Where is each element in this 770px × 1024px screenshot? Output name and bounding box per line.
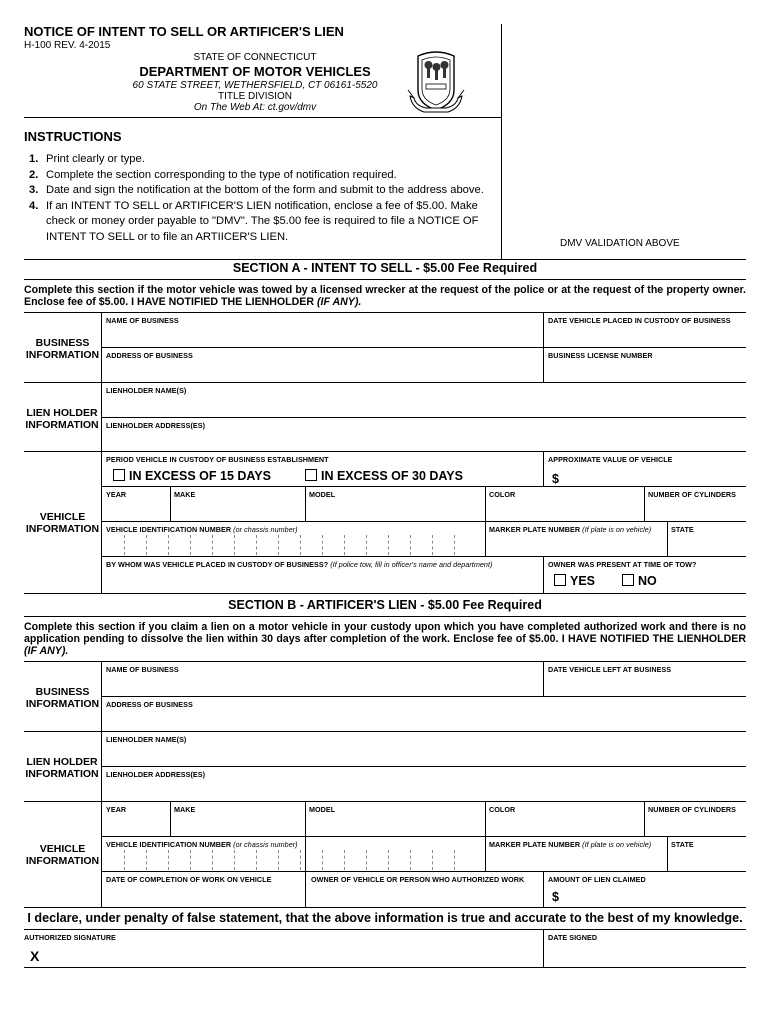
instruction-number: 3. [29,184,39,196]
name-of-business-label: NAME OF BUSINESS [106,316,179,325]
department-name: DEPARTMENT OF MOTOR VEHICLES [139,64,371,79]
instruction-text: Print clearly or type. [46,153,145,165]
excess-30-label: IN EXCESS OF 30 DAYS [321,469,463,483]
lienholder-addresses-label: LIENHOLDER ADDRESS(ES) [106,421,206,430]
cylinders-input[interactable] [645,815,745,835]
lienholder-addresses-input[interactable] [102,780,745,800]
section-a-title: SECTION A - INTENT TO SELL - $5.00 Fee Required [232,261,538,275]
by-whom-note: (If police tow, fill in officer's name and department) [330,560,493,569]
yes-checkbox[interactable] [554,574,595,588]
model-input[interactable] [306,500,484,520]
section-a-intro [24,284,746,308]
vin-label [106,840,298,849]
section-b-title: SECTION B - ARTIFICER'S LIEN - $5.00 Fee Required [228,598,542,612]
model-label: MODEL [309,805,336,814]
vin-label-text: VEHICLE IDENTIFICATION NUMBER [106,840,232,849]
section-a-intro-text: Complete this section if the motor vehicle was towed by a licensed wrecker at the request of the police or at the request of the property owner. Enclose fee of $5.00. I HAVE NOTIFIED THE LIENHOLDER [24,284,746,308]
lienholder-info-label: LIEN HOLDER INFORMATION [25,407,99,431]
lien-amount-input[interactable] [562,885,744,906]
agency-address: 60 STATE STREET, WETHERSFIELD, CT 06161-5520 [132,80,378,91]
state-name: STATE OF CONNECTICUT [193,52,317,63]
license-number-input[interactable] [544,361,745,381]
lienholder-info-label: LIEN HOLDER INFORMATION [25,756,99,780]
checkbox-icon [305,469,317,481]
signature-label: AUTHORIZED SIGNATURE [24,933,116,942]
checkbox-icon [113,469,125,481]
lien-amount-label: AMOUNT OF LIEN CLAIMED [548,875,646,884]
cylinders-label: NUMBER OF CYLINDERS [648,490,736,499]
section-b-intro-em: (IF ANY). [24,645,69,657]
make-label: MAKE [174,805,196,814]
model-input[interactable] [306,815,484,835]
agency-block [110,52,400,113]
checkbox-icon [622,574,634,586]
instruction-item [29,199,491,246]
make-label: MAKE [174,490,196,499]
completion-date-input[interactable] [102,885,304,906]
owner-authorized-label: OWNER OF VEHICLE OR PERSON WHO AUTHORIZED WORK [311,875,525,884]
owner-present-label: OWNER WAS PRESENT AT TIME OF TOW? [548,560,697,569]
state-seal-icon [404,46,468,118]
vin-label [106,525,298,534]
section-b-intro-text: Complete this section if you claim a lien on a motor vehicle in your custody upon which you have completed authorized work and there is no application pending to dissolve the lien within 30 days after completion of the work. Enclose fee of $5.00. I HAVE NOTIFIED THE LIENHOLDER [24,621,746,645]
instruction-number: 1. [29,153,39,165]
name-of-business-label: NAME OF BUSINESS [106,665,179,674]
completion-date-label: DATE OF COMPLETION OF WORK ON VEHICLE [106,875,272,884]
lienholder-names-label: LIENHOLDER NAME(S) [106,735,187,744]
division-name: TITLE DIVISION [218,91,292,102]
date-placed-input[interactable] [544,326,745,346]
instruction-text: Date and sign the notification at the bottom of the form and submit to the address above. [46,184,484,196]
make-input[interactable] [171,815,304,835]
state-input[interactable] [668,535,745,555]
color-label: COLOR [489,805,516,814]
vin-note: (or chassis number) [233,525,298,534]
vehicle-info-label: VEHICLE INFORMATION [25,511,100,535]
model-label: MODEL [309,490,336,499]
year-label: YEAR [106,805,127,814]
lien-amount-dollar: $ [552,890,559,904]
period-label: PERIOD VEHICLE IN CUSTODY OF BUSINESS ESTABLISHMENT [106,455,329,464]
excess-30-checkbox[interactable] [305,469,463,483]
vin-input[interactable] [102,535,484,555]
year-input[interactable] [102,500,169,520]
date-placed-label: DATE VEHICLE PLACED IN CUSTODY OF BUSINESS [548,316,731,325]
section-a-intro-em: (IF ANY). [316,296,362,308]
year-label: YEAR [106,490,127,499]
excess-15-checkbox[interactable] [113,469,271,483]
cylinders-label: NUMBER OF CYLINDERS [648,805,736,814]
by-whom-input[interactable] [102,570,542,592]
form-number: H-100 REV. 4-2015 [24,40,111,51]
vin-label-text: VEHICLE IDENTIFICATION NUMBER [106,525,232,534]
instructions-list [29,152,491,245]
lienholder-names-input[interactable] [102,745,745,765]
state-label: STATE [671,840,694,849]
lienholder-addresses-input[interactable] [102,431,745,450]
business-info-label: BUSINESS INFORMATION [25,686,100,710]
vin-input[interactable] [102,850,484,870]
address-of-business-input[interactable] [102,710,745,730]
web-address: On The Web At: ct.gov/dmv [193,102,317,113]
approx-value-label: APPROXIMATE VALUE OF VEHICLE [548,455,673,464]
color-input[interactable] [486,500,643,520]
date-signed-input[interactable] [544,943,745,966]
plate-note: (If plate is on vehicle) [582,525,652,534]
name-of-business-input[interactable] [102,326,542,346]
color-label: COLOR [489,490,516,499]
approx-value-input[interactable] [562,466,744,485]
vin-note: (or chassis number) [233,840,298,849]
declaration-text: I declare, under penalty of false statement, that the above information is true and accurate to the best of my knowledge. [27,911,743,925]
by-whom-text: BY WHOM WAS VEHICLE PLACED IN CUSTODY OF BUSINESS? [106,560,329,569]
plate-label-text: MARKER PLATE NUMBER [489,840,581,849]
dmv-validation-label: DMV VALIDATION ABOVE [560,238,680,249]
instruction-text: If an INTENT TO SELL or ARTIFICER'S LIEN notification, enclose a fee of $5.00. Make check or money order payable to "DMV". The $5.00 fee is required to file a NOTICE OF INTENT TO SELL or to file an ARTIICER'S LIEN. [46,199,479,243]
approx-value-dollar: $ [552,472,559,486]
instruction-text: Complete the section corresponding to the type of notification required. [46,168,397,181]
state-input[interactable] [668,850,745,870]
owner-authorized-input[interactable] [306,885,542,906]
date-left-label: DATE VEHICLE LEFT AT BUSINESS [548,665,672,674]
license-number-label: BUSINESS LICENSE NUMBER [548,351,653,360]
no-checkbox[interactable] [622,574,657,588]
business-info-label: BUSINESS INFORMATION [25,337,100,361]
instruction-item [29,152,491,168]
address-of-business-label: ADDRESS OF BUSINESS [106,351,193,360]
excess-15-label: IN EXCESS OF 15 DAYS [129,469,271,483]
name-of-business-input[interactable] [102,675,542,695]
lienholder-addresses-label: LIENHOLDER ADDRESS(ES) [106,770,206,779]
plate-note: (If plate is on vehicle) [582,840,652,849]
yes-label: YES [570,574,596,588]
address-of-business-label: ADDRESS OF BUSINESS [106,700,193,709]
date-signed-label: DATE SIGNED [548,933,598,942]
by-whom-label [106,560,492,569]
year-input[interactable] [102,815,169,835]
signature-x-mark: X [30,948,40,964]
plate-label-text: MARKER PLATE NUMBER [489,525,581,534]
color-input[interactable] [486,815,643,835]
instructions-heading: INSTRUCTIONS [24,129,122,144]
signature-input[interactable] [46,943,542,966]
checkbox-icon [554,574,566,586]
lienholder-names-label: LIENHOLDER NAME(S) [106,386,187,395]
make-input[interactable] [171,500,304,520]
date-left-input[interactable] [544,675,745,695]
vehicle-info-label: VEHICLE INFORMATION [25,843,100,867]
section-b-intro [24,621,746,657]
instruction-number: 2. [29,168,39,181]
plate-label [489,840,651,849]
instruction-number: 4. [29,199,39,212]
plate-input[interactable] [486,535,666,555]
address-of-business-input[interactable] [102,361,542,381]
form-title: NOTICE OF INTENT TO SELL OR ARTIFICER'S LIEN [24,24,344,39]
no-label: NO [638,574,657,588]
state-label: STATE [671,525,694,534]
instruction-item [29,168,491,184]
instruction-item [29,183,491,199]
lienholder-names-input[interactable] [102,396,745,416]
plate-label [489,525,651,534]
cylinders-input[interactable] [645,500,745,520]
plate-input[interactable] [486,850,666,870]
